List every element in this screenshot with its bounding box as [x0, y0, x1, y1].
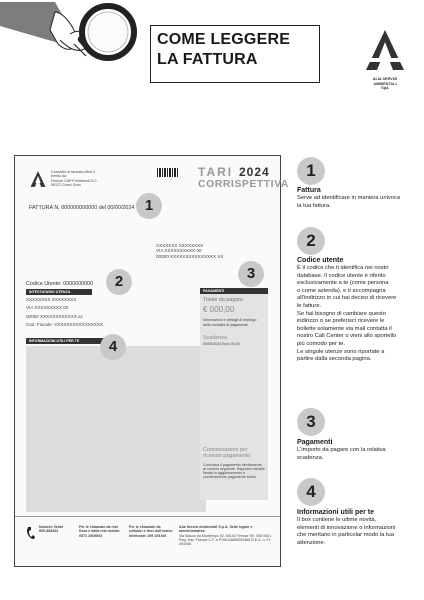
bill-footer-line: cellulari e fissi dall'estero: [129, 529, 173, 534]
section-4-title: Informazioni utili per te: [297, 509, 375, 516]
bill-footer-line: Per le chiamate da: [129, 525, 161, 529]
bill-user-line: XXXXXXXX XXXXXXXX: [26, 297, 77, 302]
bill-footer-line: telefonare 199 105105: [129, 533, 167, 538]
section-1: [297, 186, 415, 210]
bill-footer-col3: [129, 525, 173, 538]
bill-footer-line: Reg. Imp. Firenze C.F. e P.IVA 04855090488 R.E.A. n. FI-491906: [179, 537, 271, 547]
section-4-line: Il box contiene le ultime novità,: [297, 517, 377, 523]
bill-info-box: [26, 346, 206, 512]
section-1-line: la tua fattura.: [297, 202, 331, 209]
section-2-line: partire dalla seconda pagina.: [297, 356, 372, 363]
bill-footer-line: Alia Servizi Ambientali S.p.A. Sede legale e amministrativa:: [179, 525, 253, 534]
section-4-line: che meritano in particolar modo la tua: [297, 532, 394, 539]
bill-info-header: INFORMAZIONI UTILI PER TE: [26, 338, 108, 344]
magnifier-hand-illustration: [0, 0, 150, 100]
bill-recipient-line: XXXXXXX XXXXXXXX: [156, 243, 204, 248]
bill-company-line: fornito da: [51, 174, 66, 179]
bill-totale-label: Totale da pagare: [203, 297, 244, 303]
bill-user-line: 00000 XXXXXXXXXXXX.xx: [26, 313, 83, 319]
section-2-line: bollette solamente via mail contatta il: [297, 325, 392, 332]
bill-recipient-line: VIA XXXXXXXXXX 00: [156, 248, 202, 254]
bill-footer-nv-number: 800-888333: [39, 529, 59, 534]
bill-company-info: [51, 170, 111, 187]
section-2-line: all'indirizzo in cui hai deciso di ricevere: [297, 295, 397, 302]
section-3-number: 3: [297, 408, 325, 436]
marker-2: 2: [106, 269, 132, 295]
section-2-line: indirizzo o se preferisci ricevere le: [297, 318, 385, 325]
bill-payment-header: PAGAMENTI: [200, 288, 268, 294]
section-3-line: scadenza.: [297, 454, 324, 461]
logo-text-3: SpA: [381, 86, 389, 91]
section-2-line: Se hai bisogno di cambiare questo: [297, 310, 386, 317]
bill-payment-panel: [200, 288, 268, 500]
section-2-line: o come azienda), e ti accompagna: [297, 287, 386, 294]
bill-comm-note: Comunica il pagamento direttamente al numero seguente. Rapporto mensile fiscale in aggiornamento e coordinamento pagamento scelto.: [203, 462, 265, 480]
section-2-line: esclusivamente a te (come persona: [297, 280, 389, 287]
bill-recipient: [156, 243, 223, 259]
bill-footer-line: fissa e dalla rete mobile: [79, 529, 120, 534]
bill-company-line: Il servizio di raccolta rifiuti è: [51, 170, 95, 174]
phone-icon: [26, 526, 36, 540]
bill-recipient-line: 00000 XXXXXXXXXXXXXXX XX: [156, 253, 224, 259]
barcode: [157, 168, 179, 177]
bill-footer-line: Via Baccio da Montelupo 52, 50142 Firenze Tel. 055 0041: [179, 533, 272, 538]
bill-tari: TARI: [198, 165, 234, 179]
section-2: [297, 256, 415, 364]
page-title-line2: LA FATTURA: [157, 51, 258, 68]
bill-sample: [14, 155, 289, 567]
alia-logo-mark-icon: [362, 28, 408, 72]
bill-logo-icon: [29, 170, 47, 188]
logo-text-1: ALIA SERVIZI: [372, 77, 398, 81]
section-1-title: Fattura: [297, 187, 321, 194]
section-2-line: le fatture.: [297, 302, 322, 309]
bill-footer-nv-label: Numero Verde: [39, 525, 64, 529]
marker-1: 1: [136, 193, 162, 219]
bill-corrispettiva: CORRISPETTIVA: [198, 178, 289, 190]
page-title: [150, 25, 320, 83]
section-2-line: Le singole utenze sono riportate a: [297, 348, 385, 355]
section-2-line: È il codice che ti identifica nei nostri: [297, 265, 389, 271]
section-4-line: elementi di innovazione o informazioni: [297, 524, 396, 531]
bill-footer-line: 0571 1969503: [79, 533, 102, 538]
page-title-line1: COME LEGGERE: [157, 31, 291, 48]
bill-footer-divider: [15, 516, 280, 517]
logo-text-2: AMBIENTALI: [373, 81, 397, 86]
bill-user-box: [26, 297, 103, 328]
marker-4: 4: [100, 334, 126, 360]
section-3-line: L'importo da pagare con la relativa: [297, 447, 386, 453]
section-4: [297, 508, 415, 547]
marker-3: 3: [238, 261, 264, 287]
bill-footer-nv: [39, 525, 63, 534]
bill-user-line: Cod. Fiscale: XXXXXXXXXXXXXXXX: [26, 322, 104, 328]
section-4-number: 4: [297, 478, 325, 506]
bill-totale-value: € 000,00: [203, 305, 235, 315]
section-4-line: attenzione.: [297, 539, 326, 546]
bill-footer-col2: [79, 525, 120, 538]
section-3-title: Pagamenti: [297, 439, 333, 446]
bill-comm-label: Comunicazioni per: [203, 446, 248, 453]
bill-footer-line: Per le chiamate da rete: [79, 525, 119, 529]
bill-footer-company: [179, 525, 279, 546]
section-1-number: 1: [297, 157, 325, 185]
bill-company-line: Firenze CAP Pontremoli G.C.: [51, 178, 98, 183]
bill-scadenza-value: 00/00/2024 Euro 00,00: [203, 342, 240, 347]
alia-logo: [362, 28, 408, 91]
bill-company-line: 50127 Corso Gran: [51, 182, 81, 187]
bill-payment-note: Informazioni e dettagli di riepilogo delle modalità di pagamento: [203, 318, 257, 327]
section-2-number: 2: [297, 227, 325, 255]
bill-invoice-number: FATTURA N. 000000000000 del 00/00/2024: [29, 205, 135, 211]
bill-user-line: VIA XXXXXXXXX 00: [26, 305, 69, 311]
section-2-line: database. Il codice utente è riferito: [297, 272, 386, 279]
bill-comm-label2: ricevuto pagamento: [203, 453, 251, 460]
bill-user-box-header: INTESTATARIO UTENZA: [26, 289, 92, 295]
bill-year: 2024: [239, 165, 270, 179]
bill-codice-utente: Codice Utente: 0000000000: [26, 281, 94, 287]
section-2-line: più comodo per te.: [297, 340, 346, 347]
section-2-line: nostro Call Center o vieni allo sportello: [297, 333, 397, 340]
section-1-line: Serve ad identificare in maniera univoca: [297, 195, 401, 201]
section-2-title: Codice utente: [297, 257, 344, 264]
bill-scadenza-label: Scadenza: [203, 335, 227, 341]
section-3: [297, 438, 415, 462]
